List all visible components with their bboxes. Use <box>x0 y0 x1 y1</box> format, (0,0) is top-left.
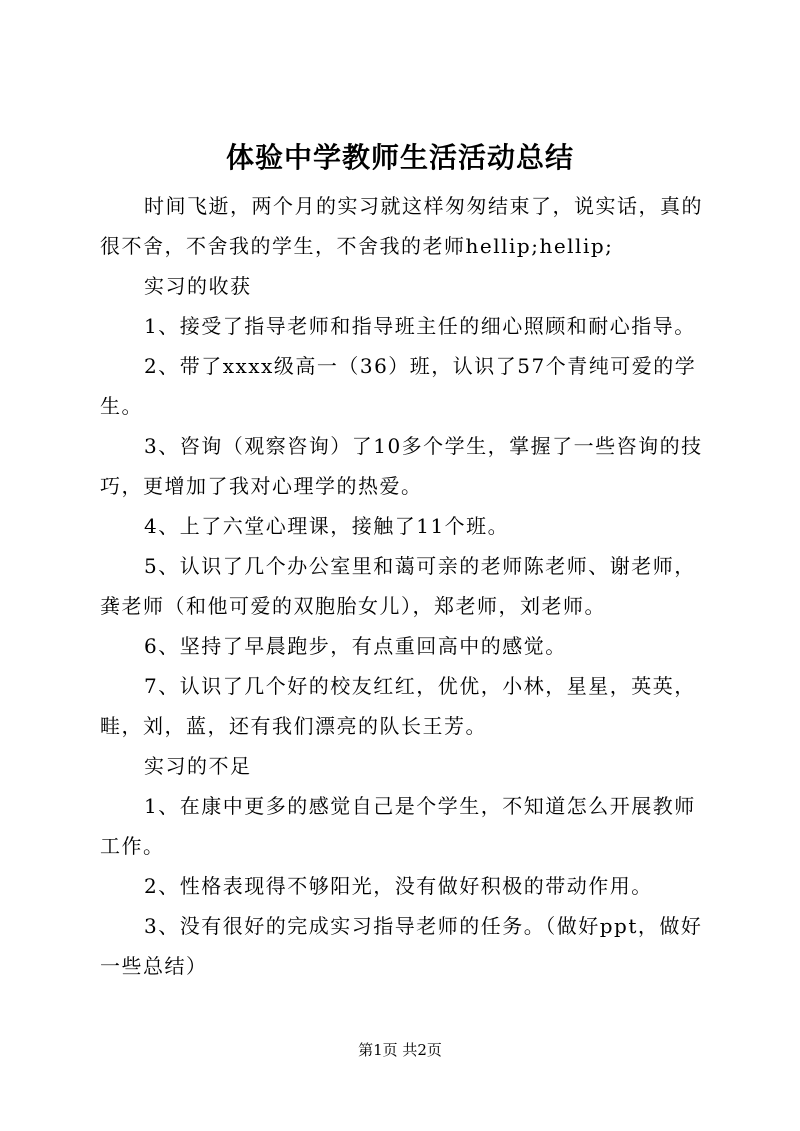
list-item: 4、上了六堂心理课，接触了11个班。 <box>144 514 510 538</box>
list-item: 2、性格表现得不够阳光，没有做好积极的带动作用。 <box>144 874 653 898</box>
paragraph-intro: 时间飞逝，两个月的实习就这样匆匆结束了，说实话，真的很不舍，不舍我的学生，不舍我的老师hellip;hellip; <box>100 194 703 258</box>
page-footer: 第1页 共2页 <box>358 1041 442 1059</box>
list-item: 6、坚持了早晨跑步，有点重回高中的感觉。 <box>144 634 567 658</box>
list-item: 5、认识了几个办公室里和蔼可亲的老师陈老师、谢老师，龚老师（和他可爱的双胞胎女儿），郑老师，刘老师。 <box>100 554 696 618</box>
document-title: 体验中学教师生活活动总结 <box>225 141 574 174</box>
list-item: 1、接受了指导老师和指导班主任的细心照顾和耐心指导。 <box>144 314 696 338</box>
document-body <box>100 186 706 986</box>
list-item: 3、没有很好的完成实习指导老师的任务。（做好ppt，做好一些总结） <box>100 914 703 978</box>
section-heading-shortcomings: 实习的不足 <box>144 754 252 778</box>
list-item: 2、带了xxxx级高一（36）班，认识了57个青纯可爱的学生。 <box>100 354 697 418</box>
list-item: 7、认识了几个好的校友红红，优优，小林，星星，英英，畦，刘，蓝，还有我们漂亮的队长王芳。 <box>100 674 696 738</box>
list-item: 1、在康中更多的感觉自己是个学生，不知道怎么开展教师工作。 <box>100 794 696 858</box>
list-item: 3、咨询（观察咨询）了10多个学生，掌握了一些咨询的技巧，更增加了我对心理学的热爱。 <box>100 434 703 498</box>
section-heading-gains: 实习的收获 <box>144 274 252 298</box>
